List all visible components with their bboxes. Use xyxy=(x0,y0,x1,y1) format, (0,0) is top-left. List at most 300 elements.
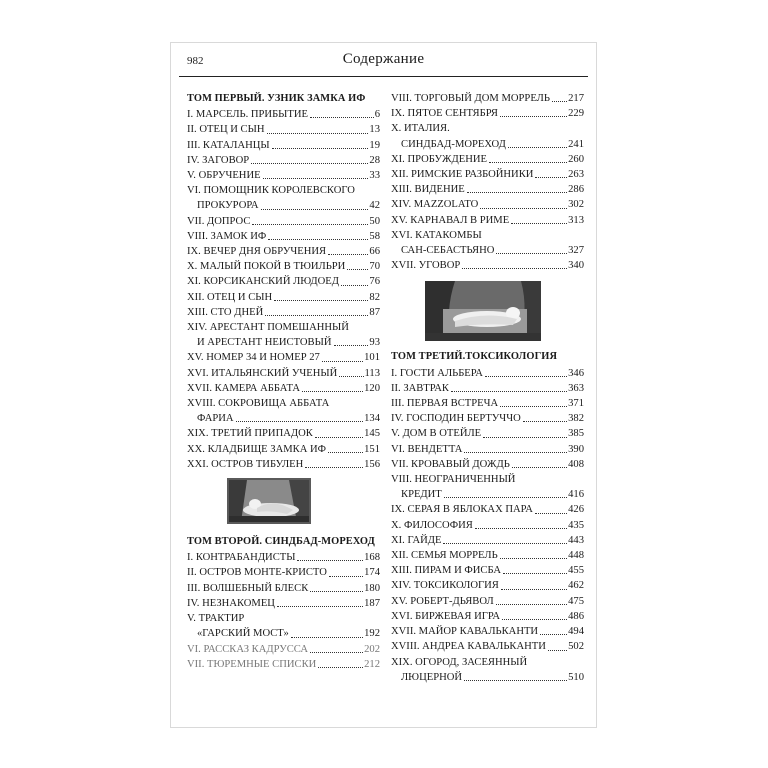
dot-leader xyxy=(512,467,567,468)
toc-entry xyxy=(391,91,584,106)
entry-title-line: V. ТРАКТИР xyxy=(187,613,245,625)
dot-leader xyxy=(302,391,363,392)
volume-heading: ТОМ ТРЕТИЙ.ТОКСИКОЛОГИЯ xyxy=(391,351,558,363)
entry-page-number: 455 xyxy=(568,565,584,577)
dot-leader xyxy=(535,513,567,514)
toc-entry xyxy=(187,366,380,381)
entry-page-number: 33 xyxy=(369,170,380,182)
entry-row xyxy=(187,259,380,274)
toc-entry xyxy=(391,518,584,533)
toc-entry xyxy=(391,609,584,624)
entry-title-line: КРЕДИТ xyxy=(401,489,442,501)
entry-title: VI. ВЕНДЕТТА xyxy=(391,443,463,455)
entry-title: II. ЗАВТРАК xyxy=(391,382,449,394)
entry-row xyxy=(187,350,380,365)
dot-leader xyxy=(267,133,369,134)
entry-title: I. ГОСТИ АЛЬБЕРА xyxy=(391,367,483,379)
entry-row xyxy=(391,457,584,472)
entry-page-number: 50 xyxy=(369,215,380,227)
dot-leader xyxy=(291,637,363,638)
dot-leader xyxy=(503,573,567,574)
entry-row xyxy=(187,565,380,580)
toc-entry xyxy=(391,396,584,411)
entry-row xyxy=(391,639,584,654)
entry-title: V. ОБРУЧЕНИЕ xyxy=(187,170,261,182)
entry-title: XV. НОМЕР 34 И НОМЕР 27 xyxy=(187,352,320,364)
right-column xyxy=(391,91,584,685)
toc-entry xyxy=(391,639,584,654)
entry-title: XVII. КАМЕРА АББАТА xyxy=(187,382,301,394)
toc-entry xyxy=(391,228,584,258)
entry-row xyxy=(391,518,584,533)
entry-title-line: ФАРИА xyxy=(197,413,234,425)
toc-entry xyxy=(391,121,584,151)
entry-row xyxy=(187,581,380,596)
entry-page-number: 371 xyxy=(568,398,584,410)
entry-page-number: 76 xyxy=(369,276,380,288)
dot-leader xyxy=(310,117,374,118)
entry-page-number: 113 xyxy=(364,367,380,379)
entry-page-number: 510 xyxy=(568,671,584,683)
entry-page-number: 145 xyxy=(364,428,380,440)
entry-page-number: 263 xyxy=(568,169,584,181)
book-page xyxy=(170,42,597,728)
entry-row xyxy=(391,563,584,578)
entry-page-number: 448 xyxy=(568,550,584,562)
entry-row xyxy=(391,487,584,502)
toc-entry xyxy=(187,320,380,350)
entry-title: III. ПЕРВАЯ ВСТРЕЧА xyxy=(391,398,499,410)
entry-title: I. КОНТРАБАНДИСТЫ xyxy=(187,552,296,564)
entry-title: VII. ДОПРОС xyxy=(187,215,251,227)
dot-leader xyxy=(489,162,567,163)
entry-title-line: XVI. КАТАКОМБЫ xyxy=(391,229,482,241)
entry-page-number: 134 xyxy=(364,413,380,425)
entry-title-line: XIX. ОГОРОД, ЗАСЕЯННЫЙ xyxy=(391,656,528,668)
entry-title: VIII. ЗАМОК ИФ xyxy=(187,230,267,242)
entry-title: VII. КРОВАВЫЙ ДОЖДЬ xyxy=(391,458,510,470)
toc-entry xyxy=(187,350,380,365)
toc-entry xyxy=(187,657,380,672)
dot-leader xyxy=(480,208,567,209)
entry-title: XII. РИМСКИЕ РАЗБОЙНИКИ xyxy=(391,169,534,181)
left-column xyxy=(187,91,380,672)
dot-leader xyxy=(347,269,368,270)
dot-leader xyxy=(339,376,363,377)
entry-page-number: 19 xyxy=(369,139,380,151)
entry-title: XI. ГАЙДЕ xyxy=(391,534,442,546)
entry-title: II. ОТЕЦ И СЫН xyxy=(187,124,265,136)
entry-page-number: 87 xyxy=(369,306,380,318)
dot-leader xyxy=(322,361,363,362)
dot-leader xyxy=(523,421,567,422)
entry-page-number: 286 xyxy=(568,184,584,196)
entry-title: VI. РАССКАЗ КАДРУССА xyxy=(187,643,308,655)
entry-page-number: 486 xyxy=(568,610,584,622)
toc-entry xyxy=(391,106,584,121)
entry-title-line: И АРЕСТАНТ НЕИСТОВЫЙ xyxy=(197,337,332,349)
entry-row xyxy=(391,152,584,167)
header-rule xyxy=(179,76,588,77)
entry-row xyxy=(391,594,584,609)
entry-title: XIII. ПИРАМ И ФИСБА xyxy=(391,565,502,577)
entry-page-number: 363 xyxy=(568,382,584,394)
toc-entry xyxy=(391,624,584,639)
toc-list xyxy=(391,91,584,273)
toc-entry xyxy=(391,381,584,396)
entry-title: IV. НЕЗНАКОМЕЦ xyxy=(187,597,275,609)
dot-leader xyxy=(496,253,567,254)
entry-title: XV. РОБЕРТ-ДЬЯВОЛ xyxy=(391,595,494,607)
dot-leader xyxy=(475,528,567,529)
entry-title: III. ВОЛШЕБНЫЙ БЛЕСК xyxy=(187,582,309,594)
entry-row xyxy=(187,214,380,229)
toc-entry xyxy=(187,274,380,289)
entry-title-line: САН-СЕБАСТЬЯНО xyxy=(401,245,495,257)
entry-title: XVII. УГОВОР xyxy=(391,260,461,272)
toc-entry xyxy=(391,548,584,563)
entry-row xyxy=(391,106,584,121)
entry-page-number: 174 xyxy=(364,567,380,579)
toc-entry xyxy=(187,442,380,457)
entry-page-number: 70 xyxy=(369,261,380,273)
dot-leader xyxy=(464,680,567,681)
entry-page-number: 212 xyxy=(364,658,380,670)
entry-page-number: 66 xyxy=(369,246,380,258)
entry-page-number: 416 xyxy=(568,489,584,501)
dot-leader xyxy=(501,589,567,590)
entry-title: XI. КОРСИКАНСКИЙ ЛЮДОЕД xyxy=(187,276,339,288)
entry-title: XVII. МАЙОР КАВАЛЬКАНТИ xyxy=(391,626,539,638)
dot-leader xyxy=(341,285,368,286)
entry-row xyxy=(391,609,584,624)
entry-page-number: 202 xyxy=(364,643,380,655)
entry-title: VIII. ТОРГОВЫЙ ДОМ МОРРЕЛЬ xyxy=(391,93,550,104)
entry-page-number: 151 xyxy=(364,443,380,455)
entry-row xyxy=(187,411,380,426)
dot-leader xyxy=(443,543,567,544)
entry-row xyxy=(187,290,380,305)
entry-page-number: 120 xyxy=(364,382,380,394)
entry-page-number: 390 xyxy=(568,443,584,455)
entry-row xyxy=(187,107,380,122)
entry-title: V. ДОМ В ОТЕЙЛЕ xyxy=(391,428,482,440)
entry-title: XVI. ИТАЛЬЯНСКИЙ УЧЕНЫЙ xyxy=(187,367,338,379)
entry-row xyxy=(391,381,584,396)
toc-entry xyxy=(187,107,380,122)
entry-page-number: 260 xyxy=(568,153,584,165)
entry-title: IX. СЕРАЯ В ЯБЛОКАХ ПАРА xyxy=(391,504,533,516)
entry-page-number: 28 xyxy=(369,154,380,166)
entry-title-line: VIII. НЕОГРАНИЧЕННЫЙ xyxy=(391,474,516,486)
dot-leader xyxy=(535,177,567,178)
entry-row xyxy=(187,626,380,641)
entry-row xyxy=(391,411,584,426)
entry-row xyxy=(187,122,380,137)
entry-page-number: 42 xyxy=(369,200,380,212)
entry-row xyxy=(187,550,380,565)
entry-row xyxy=(391,243,584,258)
entry-title: XIV. ТОКСИКОЛОГИЯ xyxy=(391,580,499,592)
entry-page-number: 462 xyxy=(568,580,584,592)
entry-page-number: 385 xyxy=(568,428,584,440)
dot-leader xyxy=(511,223,567,224)
entry-title: XVIII. АНДРЕА КАВАЛЬКАНТИ xyxy=(391,641,546,653)
entry-page-number: 192 xyxy=(364,628,380,640)
dot-leader xyxy=(310,652,363,653)
toc-entry xyxy=(187,259,380,274)
toc-entry xyxy=(391,563,584,578)
entry-row xyxy=(187,229,380,244)
entry-title: IX. ПЯТОЕ СЕНТЯБРЯ xyxy=(391,108,498,120)
entry-page-number: 435 xyxy=(568,519,584,531)
entry-title: XIX. ТРЕТИЙ ПРИПАДОК xyxy=(187,428,313,440)
entry-title: XII. ОТЕЦ И СЫН xyxy=(187,291,273,303)
toc-entry xyxy=(391,502,584,517)
entry-title-line: X. ИТАЛИЯ. xyxy=(391,123,450,135)
entry-title: XV. КАРНАВАЛ В РИМЕ xyxy=(391,214,510,226)
dot-leader xyxy=(552,101,567,102)
entry-row xyxy=(187,274,380,289)
entry-title-line: «ГАРСКИЙ МОСТ» xyxy=(197,628,289,640)
entry-title: XIII. ВИДЕНИЕ xyxy=(391,184,465,196)
entry-row xyxy=(391,182,584,197)
entry-page-number: 475 xyxy=(568,595,584,607)
toc-entry xyxy=(391,366,584,381)
entry-page-number: 302 xyxy=(568,199,584,211)
entry-page-number: 327 xyxy=(568,245,584,257)
reclining-figure-engraving xyxy=(227,478,311,524)
entry-row xyxy=(187,244,380,259)
toc-entry xyxy=(187,153,380,168)
dot-leader xyxy=(274,300,368,301)
entry-row xyxy=(187,138,380,153)
page-number: 982 xyxy=(187,55,204,67)
entry-title-line: XVIII. СОКРОВИЩА АББАТА xyxy=(187,398,330,410)
entry-row xyxy=(391,624,584,639)
dot-leader xyxy=(263,178,369,179)
dot-leader xyxy=(500,406,567,407)
toc-entry xyxy=(187,183,380,213)
illustration-sleeping-woman xyxy=(391,279,584,341)
illustration-reclining-woman xyxy=(187,478,380,526)
entry-title: IV. ГОСПОДИН БЕРТУЧЧО xyxy=(391,413,521,425)
entry-title: XI. ПРОБУЖДЕНИЕ xyxy=(391,153,487,165)
entry-title: VII. ТЮРЕМНЫЕ СПИСКИ xyxy=(187,658,317,670)
entry-title-line: XIV. АРЕСТАНТ ПОМЕШАННЫЙ xyxy=(187,322,349,334)
entry-page-number: 180 xyxy=(364,582,380,594)
sleeping-figure-engraving xyxy=(425,281,541,341)
entry-title: I. МАРСЕЛЬ. ПРИБЫТИЕ xyxy=(187,109,308,121)
entry-page-number: 6 xyxy=(374,109,380,121)
entry-page-number: 217 xyxy=(568,93,584,104)
page-title: Содержание xyxy=(342,51,425,67)
dot-leader xyxy=(252,224,368,225)
entry-title-line: VI. ПОМОЩНИК КОРОЛЕВСКОГО xyxy=(187,185,355,197)
entry-row xyxy=(187,335,380,350)
entry-row xyxy=(391,548,584,563)
toc-entry xyxy=(187,168,380,183)
toc-entry xyxy=(391,426,584,441)
toc-entry xyxy=(187,581,380,596)
dot-leader xyxy=(483,437,567,438)
entry-row xyxy=(187,366,380,381)
entry-page-number: 408 xyxy=(568,458,584,470)
entry-title: XXI. ОСТРОВ ТИБУЛЕН xyxy=(187,458,304,470)
entry-row xyxy=(187,153,380,168)
dot-leader xyxy=(315,437,363,438)
toc-entry xyxy=(391,578,584,593)
entry-row xyxy=(187,168,380,183)
entry-title-line: ПРОКУРОРА xyxy=(197,200,259,212)
toc-entry xyxy=(187,244,380,259)
dot-leader xyxy=(297,560,363,561)
entry-page-number: 82 xyxy=(369,291,380,303)
dot-leader xyxy=(265,315,368,316)
entry-title: III. КАТАЛАНЦЫ xyxy=(187,139,270,151)
entry-row xyxy=(391,670,584,685)
dot-leader xyxy=(329,576,363,577)
entry-row xyxy=(187,642,380,657)
entry-row xyxy=(187,198,380,213)
dot-leader xyxy=(464,452,567,453)
entry-row xyxy=(391,578,584,593)
toc-entry xyxy=(391,167,584,182)
toc-list xyxy=(187,550,380,672)
toc-entry xyxy=(187,381,380,396)
dot-leader xyxy=(451,391,567,392)
dot-leader xyxy=(261,209,369,210)
toc-entry xyxy=(187,290,380,305)
entry-row xyxy=(391,197,584,212)
entry-row xyxy=(391,258,584,273)
dot-leader xyxy=(502,619,567,620)
toc-entry xyxy=(187,596,380,611)
entry-title: X. ФИЛОСОФИЯ xyxy=(391,519,473,531)
entry-row xyxy=(187,442,380,457)
entry-row xyxy=(187,596,380,611)
entry-row xyxy=(391,137,584,152)
dot-leader xyxy=(467,192,567,193)
dot-leader xyxy=(310,591,363,592)
entry-page-number: 494 xyxy=(568,626,584,638)
entry-row xyxy=(187,426,380,441)
entry-row xyxy=(187,381,380,396)
toc-entry xyxy=(187,611,380,641)
entry-page-number: 346 xyxy=(568,367,584,379)
toc-entry xyxy=(187,550,380,565)
entry-page-number: 241 xyxy=(568,138,584,150)
toc-entry xyxy=(187,642,380,657)
dot-leader xyxy=(508,147,567,148)
entry-title-line: СИНДБАД-МОРЕХОД xyxy=(401,138,506,150)
toc-entry xyxy=(391,594,584,609)
dot-leader xyxy=(500,116,567,117)
dot-leader xyxy=(305,467,363,468)
entry-title: X. МАЛЫЙ ПОКОЙ В ТЮИЛЬРИ xyxy=(187,261,346,273)
entry-row xyxy=(391,396,584,411)
dot-leader xyxy=(272,148,369,149)
dot-leader xyxy=(444,497,567,498)
entry-title: XIV. MAZZOLATO xyxy=(391,199,479,211)
toc-list xyxy=(391,366,584,685)
dot-leader xyxy=(277,606,363,607)
dot-leader xyxy=(548,650,567,651)
toc-entry xyxy=(187,214,380,229)
toc-entry xyxy=(391,472,584,502)
entry-row xyxy=(391,213,584,228)
entry-row xyxy=(391,442,584,457)
dot-leader xyxy=(268,239,368,240)
entry-row xyxy=(391,91,584,106)
entry-page-number: 502 xyxy=(568,641,584,653)
entry-page-number: 13 xyxy=(369,124,380,136)
dot-leader xyxy=(236,421,364,422)
toc-entry xyxy=(187,305,380,320)
entry-title: XIII. СТО ДНЕЙ xyxy=(187,306,264,318)
entry-title: XVI. БИРЖЕВАЯ ИГРА xyxy=(391,610,501,622)
dot-leader xyxy=(540,634,567,635)
entry-page-number: 340 xyxy=(568,260,584,272)
entry-page-number: 187 xyxy=(364,597,380,609)
entry-row xyxy=(391,366,584,381)
volume-heading: ТОМ ПЕРВЫЙ. УЗНИК ЗАМКА ИФ xyxy=(187,93,366,104)
entry-page-number: 426 xyxy=(568,504,584,516)
toc-entry xyxy=(391,213,584,228)
toc-entry xyxy=(391,258,584,273)
entry-row xyxy=(391,502,584,517)
dot-leader xyxy=(462,268,567,269)
entry-title: IX. ВЕЧЕР ДНЯ ОБРУЧЕНИЯ xyxy=(187,246,327,258)
entry-row xyxy=(187,457,380,472)
toc-entry xyxy=(391,182,584,197)
dot-leader xyxy=(318,667,363,668)
toc-entry xyxy=(391,411,584,426)
entry-page-number: 101 xyxy=(364,352,380,364)
dot-leader xyxy=(251,163,368,164)
toc-entry xyxy=(187,457,380,472)
toc-entry xyxy=(187,565,380,580)
entry-row xyxy=(391,167,584,182)
entry-row xyxy=(187,305,380,320)
toc-entry xyxy=(391,442,584,457)
entry-page-number: 156 xyxy=(364,458,380,470)
dot-leader xyxy=(328,254,368,255)
entry-page-number: 313 xyxy=(568,214,584,226)
volume-heading: ТОМ ВТОРОЙ. СИНДБАД-МОРЕХОД xyxy=(187,536,375,548)
entry-title: IV. ЗАГОВОР xyxy=(187,154,250,166)
toc-entry xyxy=(187,396,380,426)
toc-entry xyxy=(187,122,380,137)
dot-leader xyxy=(334,345,369,346)
toc-entry xyxy=(187,138,380,153)
entry-page-number: 93 xyxy=(369,337,380,349)
entry-page-number: 58 xyxy=(369,230,380,242)
dot-leader xyxy=(500,558,567,559)
toc-entry xyxy=(187,426,380,441)
toc-entry xyxy=(391,197,584,212)
toc-entry xyxy=(391,152,584,167)
entry-page-number: 168 xyxy=(364,552,380,564)
entry-row xyxy=(187,657,380,672)
toc-entry xyxy=(187,229,380,244)
dot-leader xyxy=(496,604,567,605)
entry-title-line: ЛЮЦЕРНОЙ xyxy=(401,671,463,683)
entry-page-number: 382 xyxy=(568,413,584,425)
toc-entry xyxy=(391,533,584,548)
entry-row xyxy=(391,533,584,548)
entry-row xyxy=(391,426,584,441)
